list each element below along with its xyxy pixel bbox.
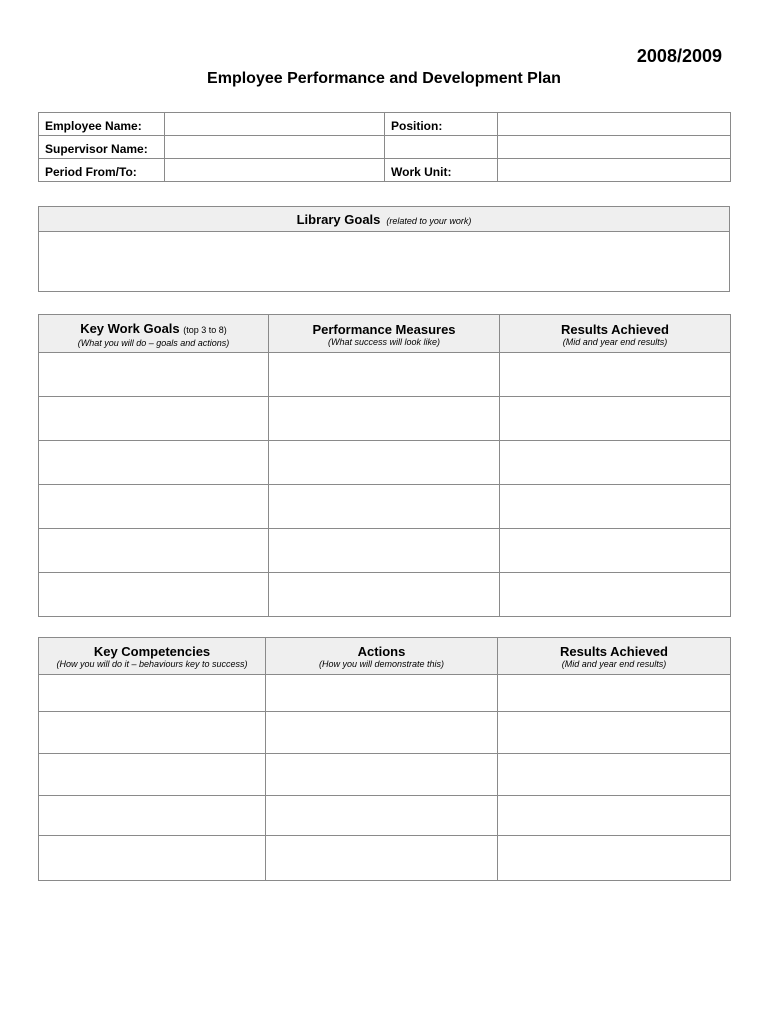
- table-header-row: [39, 638, 731, 675]
- actions-header: [266, 638, 498, 675]
- key-competencies-subtitle: (How you will do it – behaviours key to success): [56, 659, 248, 669]
- supervisor-name-label: Supervisor Name:: [39, 136, 165, 159]
- action-cell[interactable]: [266, 675, 498, 712]
- period-field[interactable]: [165, 159, 385, 182]
- result-cell[interactable]: [500, 353, 731, 397]
- result-cell[interactable]: [498, 712, 731, 754]
- measure-cell[interactable]: [269, 441, 500, 485]
- competency-cell[interactable]: [39, 796, 266, 836]
- result-cell[interactable]: [498, 675, 731, 712]
- library-goals-header: [39, 207, 730, 232]
- results-achieved-subtitle: (Mid and year end results): [561, 659, 667, 669]
- competency-cell[interactable]: [39, 712, 266, 754]
- results-achieved-heading: Results Achieved: [560, 644, 668, 659]
- result-cell[interactable]: [500, 529, 731, 573]
- info-row: [39, 113, 731, 136]
- result-cell[interactable]: [498, 836, 731, 881]
- results-achieved-header: [500, 315, 731, 353]
- measure-cell[interactable]: [269, 529, 500, 573]
- work-unit-label: Work Unit:: [385, 159, 498, 182]
- table-row: [39, 353, 731, 397]
- performance-measures-heading: Performance Measures: [312, 321, 456, 337]
- table-row: [39, 712, 731, 754]
- period-label: Period From/To:: [39, 159, 165, 182]
- competencies-table: [38, 637, 731, 881]
- key-competencies-heading: Key Competencies: [93, 644, 211, 659]
- table-row: [39, 796, 731, 836]
- key-work-goals-heading: Key Work Goals: [80, 320, 180, 336]
- key-work-goals-count: (top 3 to 8): [183, 324, 227, 335]
- result-cell[interactable]: [498, 796, 731, 836]
- results-achieved-subtitle: (Mid and year end results): [562, 336, 668, 347]
- library-goals-note: (related to your work): [386, 215, 472, 226]
- measure-cell[interactable]: [269, 397, 500, 441]
- action-cell[interactable]: [266, 754, 498, 796]
- performance-measures-subtitle: (What success will look like): [327, 336, 441, 347]
- result-cell[interactable]: [500, 573, 731, 617]
- goal-cell[interactable]: [39, 397, 269, 441]
- library-goals-table: [38, 206, 730, 292]
- fiscal-year: 2008/2009: [636, 46, 722, 66]
- table-row: [39, 675, 731, 712]
- table-row: [39, 754, 731, 796]
- table-row: [39, 441, 731, 485]
- result-cell[interactable]: [498, 754, 731, 796]
- actions-subtitle: (How you will demonstrate this): [318, 659, 445, 669]
- action-cell[interactable]: [266, 796, 498, 836]
- table-row: [39, 397, 731, 441]
- goal-cell[interactable]: [39, 529, 269, 573]
- key-work-goals-subtitle: (What you will do – goals and actions): [77, 337, 230, 348]
- table-row: [39, 529, 731, 573]
- info-row: [39, 136, 731, 159]
- competency-cell[interactable]: [39, 675, 266, 712]
- result-cell[interactable]: [500, 441, 731, 485]
- employee-name-field[interactable]: [165, 113, 385, 136]
- results-achieved-header: [498, 638, 731, 675]
- competency-cell[interactable]: [39, 754, 266, 796]
- employee-info-table: [38, 112, 731, 182]
- result-cell[interactable]: [500, 397, 731, 441]
- measure-cell[interactable]: [269, 573, 500, 617]
- performance-measures-header: [269, 315, 500, 353]
- goal-cell[interactable]: [39, 353, 269, 397]
- position-field[interactable]: [498, 113, 731, 136]
- competency-cell[interactable]: [39, 836, 266, 881]
- info-row: [39, 159, 731, 182]
- blank-label-cell: [385, 136, 498, 159]
- work-unit-field[interactable]: [498, 159, 731, 182]
- key-competencies-header: [39, 638, 266, 675]
- library-goals-heading: Library Goals: [296, 211, 381, 227]
- actions-heading: Actions: [357, 644, 406, 659]
- goal-cell[interactable]: [39, 573, 269, 617]
- supervisor-name-field[interactable]: [165, 136, 385, 159]
- goal-cell[interactable]: [39, 441, 269, 485]
- employee-name-label: Employee Name:: [39, 113, 165, 136]
- action-cell[interactable]: [266, 836, 498, 881]
- table-row: [39, 573, 731, 617]
- key-work-goals-header: [39, 315, 269, 353]
- position-label: Position:: [385, 113, 498, 136]
- table-row: [39, 485, 731, 529]
- library-goals-field[interactable]: [39, 232, 730, 292]
- action-cell[interactable]: [266, 712, 498, 754]
- goal-cell[interactable]: [39, 485, 269, 529]
- table-header-row: [39, 315, 731, 353]
- results-achieved-heading: Results Achieved: [561, 321, 669, 337]
- page-title: Employee Performance and Development Plan: [207, 70, 561, 87]
- table-row: [39, 836, 731, 881]
- work-goals-table: [38, 314, 731, 617]
- blank-field[interactable]: [498, 136, 731, 159]
- measure-cell[interactable]: [269, 485, 500, 529]
- result-cell[interactable]: [500, 485, 731, 529]
- measure-cell[interactable]: [269, 353, 500, 397]
